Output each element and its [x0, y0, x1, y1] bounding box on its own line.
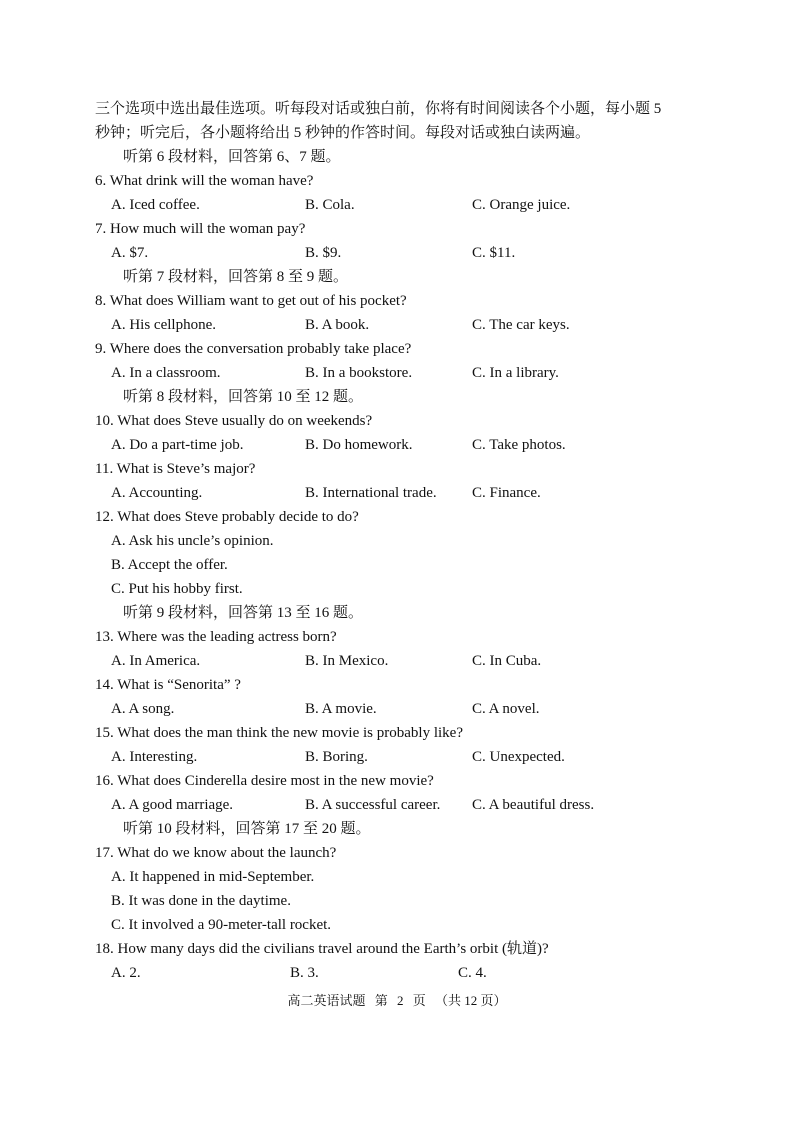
question-15-stem: 15. What does the man think the new movie is probably like? — [95, 725, 463, 741]
question-10-option-a: A. Do a part-time job. — [111, 437, 244, 453]
question-11-option-c: C. Finance. — [472, 485, 541, 501]
question-15-option-a: A. Interesting. — [111, 749, 198, 765]
question-7-option-c: C. $11. — [472, 245, 516, 261]
question-18-option-a: A. 2. — [111, 965, 141, 981]
question-18-stem: 18. How many days did the civilians travel around the Earth’s orbit (轨道)? — [95, 941, 549, 957]
page-footer — [0, 992, 794, 1010]
section-heading-6: 听第 6 段材料，回答第 6、7 题。 — [123, 149, 341, 165]
question-16-option-a: A. A good marriage. — [111, 797, 234, 813]
question-17-stem: 17. What do we know about the launch? — [95, 845, 337, 861]
footer-total-pages: （共 12 页） — [435, 993, 507, 1008]
question-14-option-b: B. A movie. — [305, 701, 377, 717]
question-13-option-b: B. In Mexico. — [305, 653, 389, 669]
footer-page-suffix: 页 — [412, 993, 426, 1008]
question-14-option-c: C. A novel. — [472, 701, 540, 717]
question-11-option-b: B. International trade. — [305, 485, 437, 501]
question-12-stem: 12. What does Steve probably decide to do? — [95, 509, 359, 525]
question-13-option-a: A. In America. — [111, 653, 201, 669]
question-12-option-b: B. Accept the offer. — [111, 557, 228, 573]
section-heading-10: 听第 10 段材料，回答第 17 至 20 题。 — [123, 821, 371, 837]
question-18-option-c: C. 4. — [458, 965, 487, 981]
question-9-option-a: A. In a classroom. — [111, 365, 221, 381]
question-11-option-a: A. Accounting. — [111, 485, 203, 501]
question-9-option-c: C. In a library. — [472, 365, 559, 381]
footer-page-number: 2 — [397, 993, 404, 1008]
question-16-option-b: B. A successful career. — [305, 797, 441, 813]
question-13-option-c: C. In Cuba. — [472, 653, 542, 669]
question-8-stem: 8. What does William want to get out of his pocket? — [95, 293, 407, 309]
intro-line-2: 秒钟；听完后，各小题将给出 5 秒钟的作答时间。每段对话或独白读两遍。 — [95, 125, 591, 141]
question-10-option-b: B. Do homework. — [305, 437, 413, 453]
section-heading-9: 听第 9 段材料，回答第 13 至 16 题。 — [123, 605, 364, 621]
question-18-option-b: B. 3. — [290, 965, 319, 981]
question-14-option-a: A. A song. — [111, 701, 175, 717]
question-6-option-c: C. Orange juice. — [472, 197, 571, 213]
question-7-option-b: B. $9. — [305, 245, 342, 261]
question-10-stem: 10. What does Steve usually do on weekends? — [95, 413, 373, 429]
question-8-option-c: C. The car keys. — [472, 317, 570, 333]
question-15-option-c: C. Unexpected. — [472, 749, 565, 765]
question-13-stem: 13. Where was the leading actress born? — [95, 629, 337, 645]
question-7-stem: 7. How much will the woman pay? — [95, 221, 306, 237]
question-9-stem: 9. Where does the conversation probably take place? — [95, 341, 412, 357]
question-15-option-b: B. Boring. — [305, 749, 368, 765]
footer-title: 高二英语试题 — [287, 993, 366, 1008]
section-heading-8: 听第 8 段材料，回答第 10 至 12 题。 — [123, 389, 364, 405]
intro-line-1: 三个选项中选出最佳选项。听每段对话或独白前，你将有时间阅读各个小题，每小题 5 — [95, 101, 662, 117]
question-16-stem: 16. What does Cinderella desire most in the new movie? — [95, 773, 434, 789]
question-16-option-c: C. A beautiful dress. — [472, 797, 595, 813]
question-9-option-b: B. In a bookstore. — [305, 365, 413, 381]
question-11-stem: 11. What is Steve’s major? — [95, 461, 256, 477]
question-10-option-c: C. Take photos. — [472, 437, 566, 453]
footer-page-prefix: 第 — [374, 993, 388, 1008]
question-17-option-c: C. It involved a 90-meter-tall rocket. — [111, 917, 332, 933]
question-12-option-a: A. Ask his uncle’s opinion. — [111, 533, 274, 549]
question-6-option-a: A. Iced coffee. — [111, 197, 200, 213]
question-6-stem: 6. What drink will the woman have? — [95, 173, 314, 189]
question-8-option-b: B. A book. — [305, 317, 370, 333]
question-17-option-a: A. It happened in mid-September. — [111, 869, 315, 885]
section-heading-7: 听第 7 段材料，回答第 8 至 9 题。 — [123, 269, 349, 285]
question-17-option-b: B. It was done in the daytime. — [111, 893, 291, 909]
question-6-option-b: B. Cola. — [305, 197, 355, 213]
question-7-option-a: A. $7. — [111, 245, 149, 261]
question-14-stem: 14. What is “Senorita” ? — [95, 677, 241, 693]
question-8-option-a: A. His cellphone. — [111, 317, 216, 333]
question-12-option-c: C. Put his hobby first. — [111, 581, 243, 597]
